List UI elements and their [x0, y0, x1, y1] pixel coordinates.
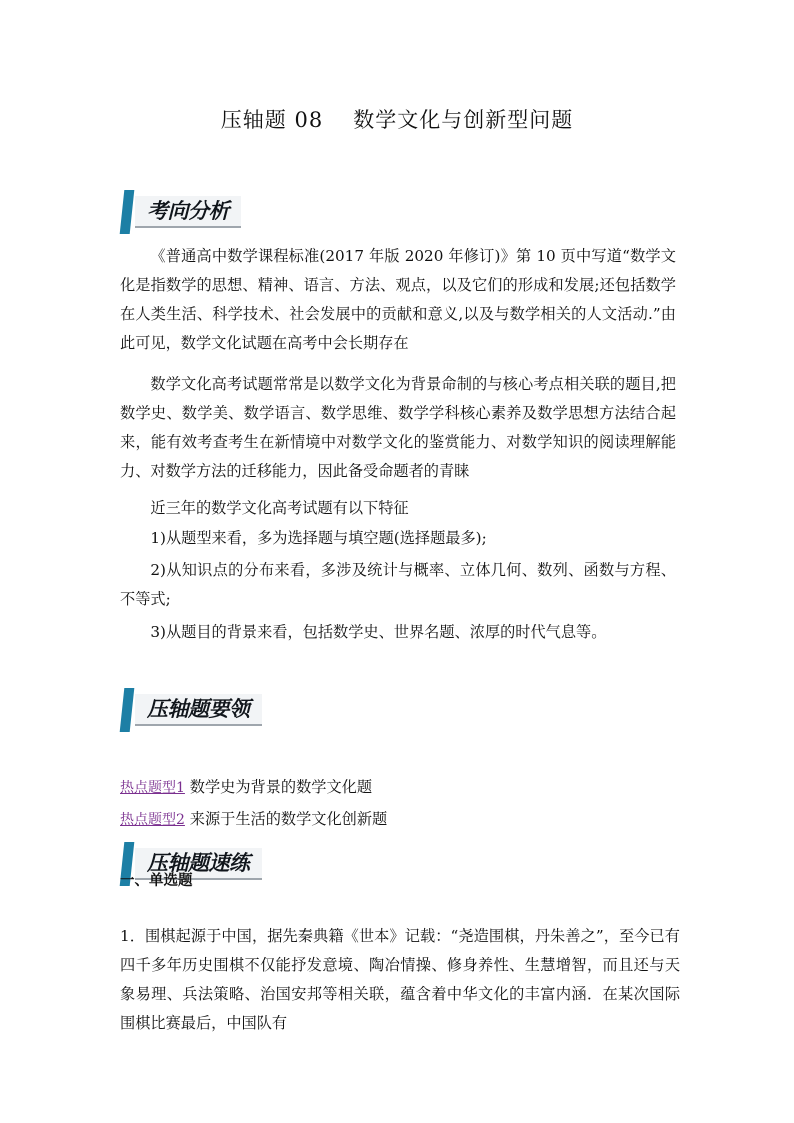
- banner-label: 考向分析: [135, 196, 241, 228]
- analysis-paragraph-1: 《普通高中数学课程标准(2017 年版 2020 年修订)》第 10 页中写道“数学文化是指数学的思想、精神、语言、方法、观点，以及它们的形成和发展;还包括数学在人类生活、科学技术、社会发展中的贡献和意义,以及与数学相关的人文活动.”由此可见，数学文化试题在高考中会长期存在: [120, 247, 676, 352]
- analysis-paragraph-2: 数学文化高考试题常常是以数学文化为背景命制的与核心考点相关联的题目,把数学史、数学美、数学语言、数学思维、数学学科核心素养及数学思想方法结合起来，能有效考查考生在新情境中对数学文化的鉴赏能力、对数学知识的阅读理解能力、对数学方法的迁移能力，因此备受命题者的青睐: [120, 375, 676, 480]
- banner-accent-bar: [120, 190, 135, 234]
- page-title: [0, 104, 794, 134]
- question-1: 1．围棋起源于中国，据先秦典籍《世本》记载：“尧造围棋，丹朱善之”，至今已有四千多年历史围棋不仅能抒发意境、陶冶情操、修身养性、生慧增智，而且还与天象易理、兵法策略、治国安邦等相关联，蕴含着中华文化的丰富内涵．在某次国际围棋比赛最后，中国队有: [120, 927, 680, 1032]
- section-heading: 一、单选题: [120, 873, 193, 889]
- feature-item-2: 2)从知识点的分布来看，多涉及统计与概率、立体几何、数列、函数与方程、不等式;: [120, 561, 676, 608]
- banner-accent-bar: [120, 688, 135, 732]
- feature-item-1: 1)从题型来看，多为选择题与填空题(选择题最多);: [150, 529, 487, 547]
- banner-label: 压轴题速练: [135, 848, 262, 880]
- hot-type-row-2: [120, 805, 387, 835]
- feature-item-3: 3)从题目的背景来看，包括数学史、世界名题、浓厚的时代气息等。: [150, 623, 607, 641]
- hot-type-text-1: 数学史为背景的数学文化题: [189, 778, 372, 796]
- hot-type-text-2: 来源于生活的数学文化创新题: [189, 810, 388, 828]
- hot-type-row-1: [120, 773, 372, 803]
- hot-type-link-2[interactable]: 热点题型2: [120, 812, 185, 828]
- title-part2: 数学文化与创新型问题: [353, 108, 574, 132]
- hot-type-link-1[interactable]: 热点题型1: [120, 780, 185, 796]
- banner-label: 压轴题要领: [135, 694, 262, 726]
- title-part1: 压轴题 08: [220, 108, 324, 132]
- analysis-paragraph-3: 近三年的数学文化高考试题有以下特征: [150, 499, 409, 517]
